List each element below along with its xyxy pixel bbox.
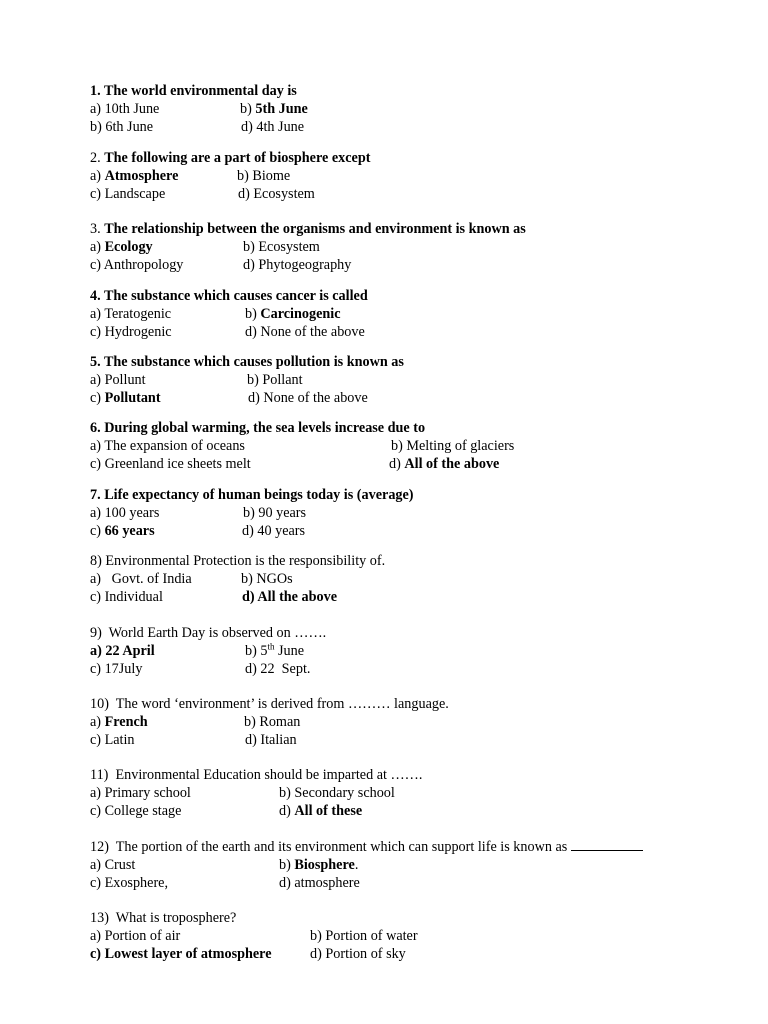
question-12 <box>90 838 730 892</box>
question-stem: 13) What is troposphere? <box>90 910 237 926</box>
option-c: c) Lowest layer of atmosphere <box>90 946 272 963</box>
option-d: d) None of the above <box>248 390 368 407</box>
question-stem: 7. Life expectancy of human beings today is (average) <box>90 487 414 503</box>
option-c: c) Anthropology <box>90 257 184 274</box>
question-stem: 2. The following are a part of biosphere except <box>90 150 371 166</box>
option-d: d) All of the above <box>389 456 500 473</box>
question-stem: 5. The substance which causes pollution is known as <box>90 354 404 370</box>
option-c: c) Landscape <box>90 186 166 203</box>
option-d: d) Phytogeography <box>243 257 352 274</box>
answer-blank <box>571 838 643 851</box>
question-8 <box>90 552 730 606</box>
option-c: c) 66 years <box>90 523 155 540</box>
option-a: a) The expansion of oceans <box>90 438 245 455</box>
option-b: b) 5th June <box>245 641 305 660</box>
option-b: b) 90 years <box>243 505 307 522</box>
option-c: c) Greenland ice sheets melt <box>90 456 251 473</box>
option-b: b) Pollant <box>247 372 303 389</box>
question-stem: 10) The word ‘environment’ is derived from ……… language. <box>90 696 449 712</box>
option-c: c) Exosphere, <box>90 875 169 892</box>
question-6 <box>90 419 730 473</box>
question-stem: 3. The relationship between the organisms and environment is known as <box>90 221 526 237</box>
question-1 <box>90 82 730 136</box>
option-a: a) Teratogenic <box>90 306 172 323</box>
question-stem: 8) Environmental Protection is the responsibility of. <box>90 553 386 569</box>
option-c: c) Individual <box>90 589 163 606</box>
option-c: c) Pollutant <box>90 390 161 407</box>
option-a: a) Portion of air <box>90 928 181 945</box>
option-d: d) 40 years <box>242 523 306 540</box>
question-10 <box>90 695 730 749</box>
option-a: a) Atmosphere <box>90 168 179 185</box>
question-4 <box>90 287 730 341</box>
question-7 <box>90 486 730 540</box>
option-b: b) NGOs <box>241 571 293 588</box>
option-a: a) Ecology <box>90 239 153 256</box>
option-a: a) 100 years <box>90 505 160 522</box>
option-b: b) Ecosystem <box>243 239 320 256</box>
question-11 <box>90 766 730 820</box>
option-b: b) Roman <box>244 714 301 731</box>
option-d: d) atmosphere <box>279 875 360 892</box>
option-b: b) Carcinogenic <box>245 306 341 323</box>
option-c: c) College stage <box>90 803 182 820</box>
option-d: d) None of the above <box>245 324 365 341</box>
option-b: b) Biosphere. <box>279 857 359 874</box>
option-d: d) All of these <box>279 803 363 820</box>
option-d: d) Ecosystem <box>238 186 315 203</box>
question-5 <box>90 353 730 407</box>
question-9 <box>90 624 730 678</box>
option-c: c) 17July <box>90 661 143 678</box>
option-a: a) Govt. of India <box>90 571 192 588</box>
option-c: c) Hydrogenic <box>90 324 172 341</box>
option-c: b) 6th June <box>90 119 154 136</box>
option-d: d) 22 Sept. <box>245 661 311 678</box>
option-d: d) All the above <box>242 589 337 606</box>
question-stem: 1. The world environmental day is <box>90 83 297 99</box>
option-a: a) Pollunt <box>90 372 146 389</box>
option-a: a) French <box>90 714 148 731</box>
question-stem: 6. During global warming, the sea levels increase due to <box>90 420 426 436</box>
question-stem: 12) The portion of the earth and its environment which can support life is known as <box>90 838 730 856</box>
question-stem: 9) World Earth Day is observed on ……. <box>90 625 327 641</box>
option-d: d) Italian <box>245 732 297 749</box>
question-stem: 4. The substance which causes cancer is called <box>90 288 368 304</box>
option-b: b) Portion of water <box>310 928 418 945</box>
option-d: d) Portion of sky <box>310 946 406 963</box>
option-b: b) Secondary school <box>279 785 395 802</box>
question-2 <box>90 149 730 203</box>
option-d: d) 4th June <box>241 119 305 136</box>
option-a: a) 10th June <box>90 101 160 118</box>
question-13 <box>90 909 730 963</box>
option-a: a) 22 April <box>90 643 155 660</box>
option-a: a) Primary school <box>90 785 191 802</box>
option-c: c) Latin <box>90 732 135 749</box>
option-b: b) Melting of glaciers <box>391 438 515 455</box>
question-3 <box>90 220 730 274</box>
question-stem: 11) Environmental Education should be imparted at ……. <box>90 767 423 783</box>
option-b: b) Biome <box>237 168 291 185</box>
option-a: a) Crust <box>90 857 136 874</box>
option-b: b) 5th June <box>240 101 308 118</box>
